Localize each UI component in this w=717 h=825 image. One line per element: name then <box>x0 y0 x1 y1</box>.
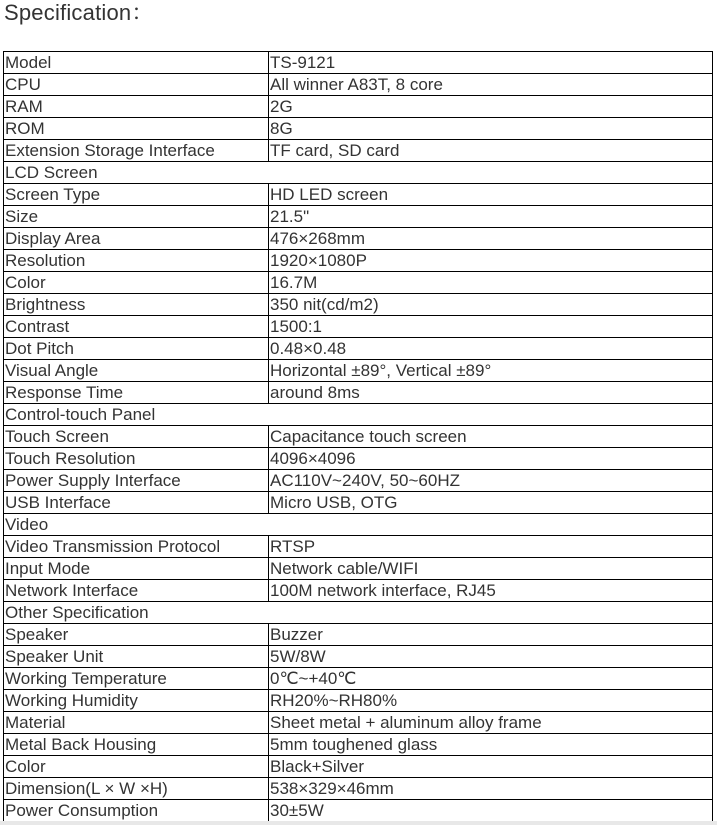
table-row <box>4 52 713 74</box>
spec-value: HD LED screen <box>269 184 713 206</box>
spec-label: Speaker <box>4 624 269 646</box>
spec-label: Visual Angle <box>4 360 269 382</box>
spec-value: 5W/8W <box>269 646 713 668</box>
spec-value: Buzzer <box>269 624 713 646</box>
table-row <box>4 558 713 580</box>
spec-value: 350 nit(cd/m2) <box>269 294 713 316</box>
section-header-row <box>4 404 713 426</box>
table-row <box>4 96 713 118</box>
spec-value: 4096×4096 <box>269 448 713 470</box>
spec-value: 538×329×46mm <box>269 778 713 800</box>
spec-label: Speaker Unit <box>4 646 269 668</box>
table-row <box>4 294 713 316</box>
spec-label: Power Supply Interface <box>4 470 269 492</box>
table-row <box>4 140 713 162</box>
table-row <box>4 624 713 646</box>
spec-value: 8G <box>269 118 713 140</box>
spec-label: Size <box>4 206 269 228</box>
section-header-row <box>4 602 713 624</box>
table-row <box>4 338 713 360</box>
spec-value: 2G <box>269 96 713 118</box>
table-row <box>4 646 713 668</box>
table-row <box>4 206 713 228</box>
table-row <box>4 426 713 448</box>
table-row <box>4 250 713 272</box>
spec-value: 476×268mm <box>269 228 713 250</box>
spec-label: ROM <box>4 118 269 140</box>
spec-value: 0.48×0.48 <box>269 338 713 360</box>
spec-label: Dimension(L × W ×H) <box>4 778 269 800</box>
spec-label: Working Temperature <box>4 668 269 690</box>
spec-label: Brightness <box>4 294 269 316</box>
spec-value: 1920×1080P <box>269 250 713 272</box>
spec-label: Network Interface <box>4 580 269 602</box>
spec-label: Input Mode <box>4 558 269 580</box>
spec-value: Capacitance touch screen <box>269 426 713 448</box>
table-row <box>4 360 713 382</box>
spec-value: 5mm toughened glass <box>269 734 713 756</box>
spec-value: RTSP <box>269 536 713 558</box>
spec-value: TF card, SD card <box>269 140 713 162</box>
table-row <box>4 448 713 470</box>
spec-label: Touch Resolution <box>4 448 269 470</box>
spec-label: Screen Type <box>4 184 269 206</box>
spec-label: Resolution <box>4 250 269 272</box>
table-row <box>4 734 713 756</box>
table-row <box>4 382 713 404</box>
table-row <box>4 492 713 514</box>
section-header: Video <box>4 514 713 536</box>
spec-label: Dot Pitch <box>4 338 269 360</box>
spec-value: All winner A83T, 8 core <box>269 74 713 96</box>
section-header: Other Specification <box>4 602 713 624</box>
spec-label: Response Time <box>4 382 269 404</box>
spec-value: 1500:1 <box>269 316 713 338</box>
spec-label: Working Humidity <box>4 690 269 712</box>
spec-label: Power Consumption <box>4 800 269 822</box>
table-row <box>4 74 713 96</box>
table-row <box>4 756 713 778</box>
section-header: LCD Screen <box>4 162 713 184</box>
spec-label: Model <box>4 52 269 74</box>
section-header: Control-touch Panel <box>4 404 713 426</box>
table-row <box>4 184 713 206</box>
table-row <box>4 712 713 734</box>
spec-label: Extension Storage Interface <box>4 140 269 162</box>
spec-value: Sheet metal + aluminum alloy frame <box>269 712 713 734</box>
spec-label: Color <box>4 756 269 778</box>
table-row <box>4 228 713 250</box>
specification-table <box>3 51 713 822</box>
spec-label: Color <box>4 272 269 294</box>
specification-table-body <box>4 52 713 822</box>
spec-label: Contrast <box>4 316 269 338</box>
spec-value: AC110V~240V, 50~60HZ <box>269 470 713 492</box>
spec-value: Horizontal ±89°, Vertical ±89° <box>269 360 713 382</box>
spec-value: Micro USB, OTG <box>269 492 713 514</box>
page-title: Specification： <box>4 0 154 25</box>
table-row <box>4 778 713 800</box>
table-row <box>4 316 713 338</box>
spec-value: around 8ms <box>269 382 713 404</box>
bottom-divider <box>0 821 717 825</box>
table-row <box>4 800 713 822</box>
spec-value: 100M network interface, RJ45 <box>269 580 713 602</box>
spec-label: CPU <box>4 74 269 96</box>
spec-value: 0℃~+40℃ <box>269 668 713 690</box>
spec-label: Video Transmission Protocol <box>4 536 269 558</box>
table-row <box>4 690 713 712</box>
table-row <box>4 580 713 602</box>
section-header-row <box>4 162 713 184</box>
spec-value: TS-9121 <box>269 52 713 74</box>
table-row <box>4 536 713 558</box>
table-row <box>4 118 713 140</box>
spec-label: Touch Screen <box>4 426 269 448</box>
spec-label: Metal Back Housing <box>4 734 269 756</box>
spec-value: RH20%~RH80% <box>269 690 713 712</box>
table-row <box>4 272 713 294</box>
spec-value: Network cable/WIFI <box>269 558 713 580</box>
spec-label: RAM <box>4 96 269 118</box>
spec-label: USB Interface <box>4 492 269 514</box>
spec-value: 30±5W <box>269 800 713 822</box>
table-row <box>4 470 713 492</box>
table-row <box>4 668 713 690</box>
spec-label: Material <box>4 712 269 734</box>
spec-value: Black+Silver <box>269 756 713 778</box>
spec-value: 16.7M <box>269 272 713 294</box>
spec-label: Display Area <box>4 228 269 250</box>
spec-value: 21.5" <box>269 206 713 228</box>
section-header-row <box>4 514 713 536</box>
